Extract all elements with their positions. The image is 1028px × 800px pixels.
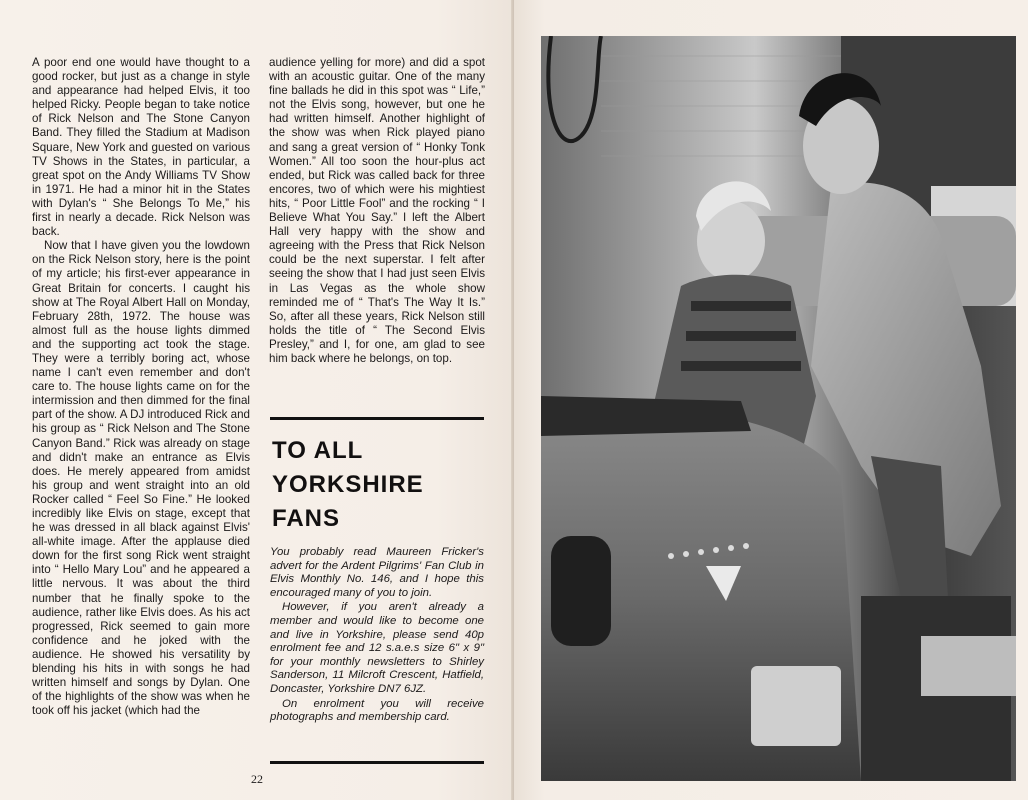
divider-rule [270,417,484,420]
notice-heading-line: FANS [272,505,341,532]
notice-paragraph: On enrolment you will receive photographs and membership card. [270,697,484,724]
article-column-1 [32,56,250,718]
photo-elvis-car-scene [541,36,1016,781]
notice-heading-line: TO ALL [272,437,364,464]
divider-rule [270,761,484,764]
article-paragraph: audience yelling for more) and did a spot with an acoustic guitar. One of the many fine ballads he did in this spot was “ Life,” not the Elvis song, however, but one he had written himself. Another highlight of the show was when Rick played piano and sang a great version of “ Honky Tonk Women.” All too soon the hour-plus act ended, but Rick was called back for three encores, two of which were his mightiest hits, “ Poor Little Fool” and the rocking “ I Believe What You Say.” I left the Albert Hall very happy with the show and agreeing with the Press that Rick Nelson could be the next superstar. I felt after seeing the show that I had just seen Elvis in Las Vegas as the whole show reminded me of “ That's The Way It Is.” So, after all these years, Rick Nelson still holds the title of “ The Second Elvis Presley,” and I, for one, am glad to see him back where he belongs, on top. [269,56,485,365]
article-paragraph: Now that I have given you the lowdown on the Rick Nelson story, here is the point of my article; his first-ever appearance in Great Britain for concerts. I caught his show at The Royal Albert Hall on Monday, February 28th, 1972. The house was almost full as the house lights dimmed and the supporting act took the stage. They were a terribly boring act, whose name I can't even remember and don't care to. The house lights came on for the intermission and then dimmed for the final part of the show. A DJ introduced Rick and his group as “ Rick Nelson and The Stone Canyon Band.” Rick was already on stage and didn't make an entrance as Elvis does. He merely appeared from amidst his group and went straight into an old Rocker called “ Feel So Fine.” He looked incredibly like Elvis on stage, except that he was dressed in all black against Elvis' all-white image. After the applause died down for the first song Rick went straight into “ Hello Mary Lou” and he appeared a little nervous. It was about the third number that he finally spoke to the audience, rather like Elvis does. As his act progressed, Rick seemed to gain more confidence and he joked with the audience. He showed his versatility by blending his hits in with songs he had written himself and songs by Dylan. One of the highlights of the show was when he took off his jacket (which had the [32,239,250,718]
page-number: 22 [251,772,263,786]
article-paragraph: A poor end one would have thought to a good rocker, but just as a change in style and appearance had helped Elvis, it too helped Ricky. People began to take notice of Rick Nelson and The Stone Canyon Band. They filled the Stadium at Madison Square, New York and guested on various TV Shows in the States, in particular, a great spot on the Andy Williams TV Show in 1971. He had a minor hit in the States with Dylan's “ She Belongs To Me,” his first in nearly a decade. Rick Nelson was back. [32,56,250,239]
article-column-2 [269,56,485,366]
notice-paragraph: You probably read Maureen Fricker's advert for the Ardent Pilgrims' Fan Club in Elvis Monthly No. 146, and I hope this encouraged many of you to join. [270,546,484,599]
notice-heading-line: YORKSHIRE [272,471,424,498]
notice-body [270,546,484,725]
notice-heading [272,434,482,536]
notice-paragraph: However, if you aren't already a member and would like to become one and live in Yorkshire, please send 40p enrolment fee and 12 s.a.e.s size 6" x 9" for your monthly newsletters to Shirley Sanderson, 11 Milcroft Crescent, Hatfield, Doncaster, Yorkshire DN7 6JZ. [270,601,484,695]
